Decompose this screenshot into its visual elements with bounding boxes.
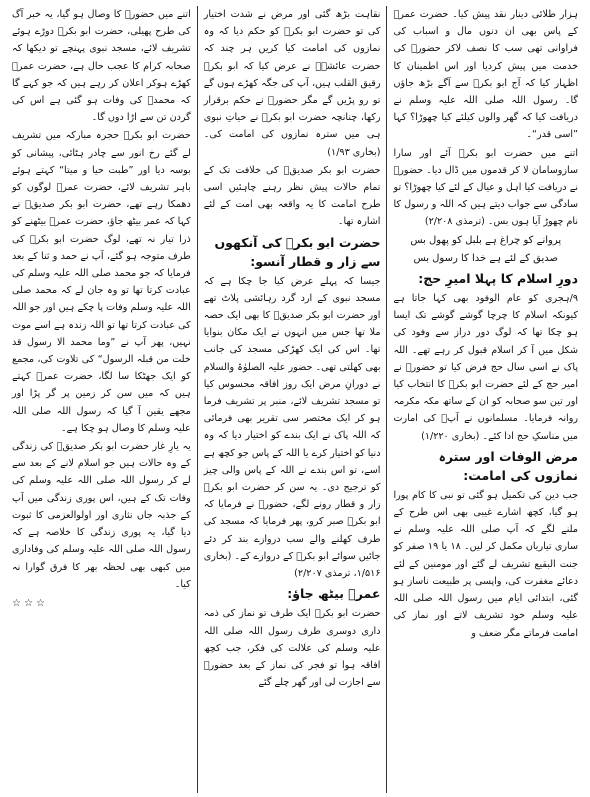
paragraph: ہزار طلائی دینار نقد پیش کیا۔ حضرت عمرؓ کے پاس بھی ان دنوں مال و اسباب کی فراوانی تھی سب کا نصف لاکر حضورؐ کی خدمت میں پیش کردیا اور اس اطمینان کا اظہار کیا کہ آج ابو بکرؓ سے آگے بڑھ جاؤں گا۔ رسول اللہ صلی اللہ علیہ وسلم نے دریافت کیا کہ گھر والوں کیلئے کیا چھوڑا؟ کہا ”اسی قدر“۔ xyxy=(393,9,578,141)
section-heading: حضرت ابو بکرؓ کی آنکھوں سے زار و قطار آنسو: xyxy=(214,234,381,269)
paragraph: اتنے میں حضرت ابو بکرؓ آئے اور سارا سازوسامان لا کر قدموں میں ڈال دیا۔ حضورؐ نے دریافت کیا اہل و عیال کے لئے کیا چھوڑا؟ تو سادگی سے جواب دیتے ہیں کہ اللہ و رسول کا نام چھوڑ آیا ہوں بس۔ (ترمذی ۲/۲۰۸) xyxy=(393,147,578,228)
paragraph: حضرت ابو بکرؓ حجرہ مبارکہ میں تشریف لے گئے رخ انور سے چادر ہٹائی، پیشانی کو بوسہ دیا اور ”طبت حیا و میتا“ کہتے ہوئے باہر تشریف لائے، حضرت عمرؓ لوگوں کو دھمکا رہے تھے، حضرت ابو بکر صدیقؓ نے کہا کہ عمر بیٹھ جاؤ، حضرت عمرؓ بیٹھنے کو ذرا تیار نہ تھے، لوگ حضرت ابو بکرؓ کی طرف متوجہ ہو گئے، آپ نے حمد و ثنا کے بعد فرمایا کہ جو محمد صلی اللہ علیہ وسلم کی عبادت کرتا تھا تو وہ جان لے کہ محمد صلی اللہ علیہ وسلم وفات پا چکے ہیں اور جو اللہ کی عبادت کرتا تھا تو اللہ زندہ ہے اسے موت نہیں، پھر آپ نے ”وما محمد الا رسول قد خلت من قبلہ الرسول“ کی تلاوت کی، مجمع کو ایک جھٹکا سا لگا، حضرت عمرؓ کہتے ہیں کہ میں سن کر زمین پر گر پڑا اور مجھے یقین آ گیا کہ رسول اللہ صلی اللہ علیہ وسلم کا وصال ہو چکا ہے۔ xyxy=(12,130,191,434)
paragraph: جب دین کی تکمیل ہو گئی تو نبی کا کام پورا ہو گیا، کچھ اشارے غیبی بھی اس طرح کے ملنے لگے کہ آپ صلی اللہ علیہ وسلم نے ساری تیاریاں مکمل کر لیں۔ ۱۸ یا ۱۹ صفر کو جنت البقیع تشریف لے گئے اور مومنین کے لئے دعائے مغفرت کی، واپسی پر طبیعت ناساز ہو گئی، ابتدائی ایام میں رسول اللہ صلی اللہ علیہ وسلم خود تشریف لاتے اور نماز کی امامت فرماتے مگر ضعف و xyxy=(393,489,578,639)
poem-line: صدیق کے لئے ہے خدا کا رسول بس xyxy=(413,252,559,264)
column-right xyxy=(387,6,584,793)
paragraph: نقاہت بڑھ گئی اور مرض نے شدت اختیار کی تو حضرت ابو بکرؓ کو حکم دیا کہ وہ نمازوں کی امامت کیا کریں ہر چند کہ حضرت عائشہؓ نے عرض کیا کہ ابو بکرؓ رقیق القلب ہیں، آپ کی جگہ کھڑے ہوں گے تو رو پڑیں گے مگر حضورؐ نے حکم برقرار رکھا، چنانچہ حضرت ابو بکرؓ نے حیاتِ نبوی ہی میں سترہ نمازوں کی امامت کی۔ (بخاری ۱/۹۳) xyxy=(203,9,381,158)
paragraph: جیسا کہ پہلے عرض کیا جا چکا ہے کہ مسجد نبوی کے ارد گرد رہائشی پلاٹ تھے اور حضرت ابو بکر صدیقؓ کا بھی ایک حصہ ملا تھا جس میں انہوں نے ایک مکان بنوایا تھا۔ اس کی ایک کھڑکی مسجد کی جانب بھی کھلتی تھی۔ حضور علیہ الصلوٰۃ والسلام نے دورانِ مرض ایک روز افاقہ محسوس کیا تو مسجد تشریف لائے، منبر پر تشریف فرما ہو کر ایک مختصر سی تقریر بھی فرمائی کہ اللہ پاک نے ایک بندے کو اختیار دیا کہ وہ دنیا کو اختیار کرے یا اللہ کے پاس جو کچھ ہے اسے، تو اس بندے نے اللہ کے پاس والی چیز کو ترجیح دی۔ یہ سن کر حضرت ابو بکرؓ زار و قطار رونے لگے، حضورؐ نے فرمایا کہ ابو بکرؓ صبر کرو، پھر فرمایا کہ مسجد کی طرف کھلنے والے سب دروازے بند کر دئے جائیں سوائے ابو بکرؓ کے دروازے کے۔ (بخاری ۱/۵۱۶، ترمذی ۲/۲۰۷) xyxy=(203,275,381,580)
poem-line: پروانے کو چراغ ہے بلبل کو پھول بس xyxy=(410,234,562,246)
paragraph: حضرت ابو بکرؓ ایک طرف تو نماز کی ذمہ داری دوسری طرف رسول اللہ صلی اللہ علیہ وسلم کی علالت کی فکر، جب کچھ افاقہ ہوا تو فجر کی نماز کے بعد حضورؐ سے اجازت لی اور گھر چلے گئے xyxy=(203,608,381,689)
paragraph: حضرت ابو بکر صدیقؓ کی خلافت تک کے تمام حالات پیش نظر رہنے چاہئیں اسی طرح امامت کا یہ واقعہ بھی امت کے لئے اشارہ تھا۔ xyxy=(203,164,381,228)
column-left xyxy=(6,6,197,793)
section-heading: دورِ اسلام کا پہلا امیرِ حج: xyxy=(418,271,578,287)
paragraph: یہ یارِ غار حضرت ابو بکر صدیقؓ کی زندگی کے وہ حالات ہیں جو اسلام لانے کے بعد سے لے کر رسول اللہ صلی اللہ علیہ وسلم کی وفات تک کے ہیں، اس پوری زندگی میں آپ کے جذبہ جاں نثاری اور اولوالعزمی کا ثبوت دیا گیا، یہ پوری زندگی کا خلاصہ ہے کہ رسول اللہ صلی اللہ علیہ وسلم کی وفاداری میں کبھی بھی لحظہ بھر کا فرق گوارا نہ کیا۔ xyxy=(12,441,191,590)
section-heading: عمرؓ بیٹھ جاؤ: xyxy=(287,586,381,602)
paragraph: ۹/ہجری کو عام الوفود بھی کہا جاتا ہے کیونکہ اسلام کا چرچا گوشے گوشے تک ایسا ہو چکا تھا کہ لوگ دور دراز سے وفود کی شکل میں آ کر اسلام قبول کر رہے تھے۔ اللہ پاک نے اسی سال حج فرض کیا تو حضورؐ نے امیر حج کے لئے حضرت ابو بکرؓ کا انتخاب کیا اور تین سو صحابہ کو ان کے ساتھ مکہ مکرمہ روانہ فرمایا۔ مسلمانوں نے آپؓ کی امارت میں مناسکِ حج ادا کئے۔ (بخاری ۱/۲۲۰) xyxy=(393,293,578,442)
column-middle xyxy=(197,6,388,793)
end-marker-stars: ☆☆☆ xyxy=(12,597,48,609)
paragraph: اتنے میں حضورؐ کا وصال ہو گیا، یہ خبر آگ کی طرح پھیلی، حضرت ابو بکرؓ دوڑے ہوئے تشریف لائے، مسجد نبوی پہنچے تو دیکھا کہ صحابہ کرام کا عجب حال ہے، حضرت عمرؓ کھڑے ہوکر اعلان کر رہے ہیں کہ جو کہے گا کہ محمدؐ کی وفات ہو گئی ہے اس کی گردن تن سے اڑا دوں گا۔ xyxy=(12,9,191,124)
section-heading: مرض الوفات اور سترہ نمازوں کی امامت: xyxy=(438,448,578,483)
